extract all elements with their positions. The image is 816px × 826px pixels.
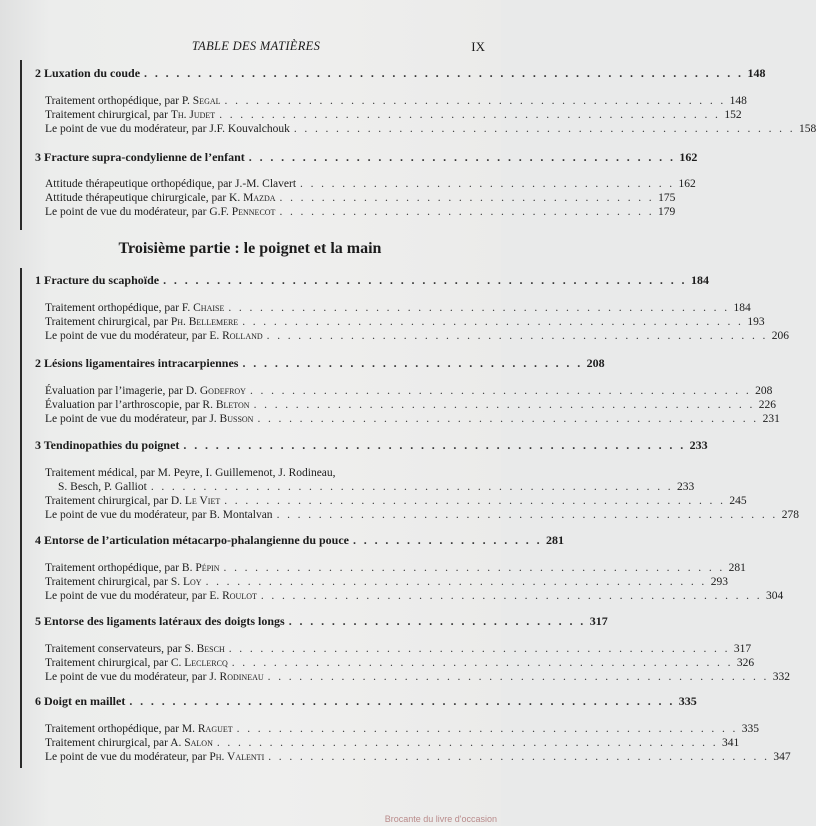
toc-entry: Traitement chirurgical, par Th. Judet . . . . . . . . . . . . . . . . . . . . . . . . . . . . . . . . . . . . . . . . . . . . . . . . 152	[45, 109, 742, 121]
toc-entry: Traitement chirurgical, par A. Salon . . . . . . . . . . . . . . . . . . . . . . . . . . . . . . . . . . . . . . . . . . . . . . . . 341	[45, 737, 740, 749]
toc-entry: Traitement orthopédique, par F. Chaise . . . . . . . . . . . . . . . . . . . . . . . . . . . . . . . . . . . . . . . . . . . . . . . . 184	[45, 302, 751, 314]
running-title: TABLE DES MATIÈRES	[191, 39, 321, 53]
toc-entry: Le point de vue du modérateur, par J. Busson . . . . . . . . . . . . . . . . . . . . . . . . . . . . . . . . . . . . . . . . . . . . . . . . 231	[45, 413, 780, 425]
toc-entry: Le point de vue du modérateur, par G.F. Pennecot . . . . . . . . . . . . . . . . . . . . . . . . . . . . . . . . . . . . 179	[45, 206, 676, 218]
toc-entry: Le point de vue du modérateur, par J. Rodineau . . . . . . . . . . . . . . . . . . . . . . . . . . . . . . . . . . . . . . . . . . . . . . . . 332	[45, 671, 791, 683]
toc-entry: Le point de vue du modérateur, par E. Roulot . . . . . . . . . . . . . . . . . . . . . . . . . . . . . . . . . . . . . . . . . . . . . . . . 304	[45, 590, 784, 602]
toc-entry: Traitement chirurgical, par Ph. Bellemere . . . . . . . . . . . . . . . . . . . . . . . . . . . . . . . . . . . . . . . . . . . . . . . . 193	[45, 316, 765, 328]
chapter-heading: 2 Lésions ligamentaires intracarpiennes . . . . . . . . . . . . . . . . . . . . . . . . . . . . . . . . 208	[35, 356, 605, 370]
toc-entry-continuation: S. Besch, P. Galliot . . . . . . . . . . . . . . . . . . . . . . . . . . . . . . . . . . . . . . . . . . . . . . . . . . 233	[58, 481, 695, 493]
toc-entry: Traitement orthopédique, par M. Raguet . . . . . . . . . . . . . . . . . . . . . . . . . . . . . . . . . . . . . . . . . . . . . . . . 335	[45, 723, 760, 735]
toc-entry: Évaluation par l’arthroscopie, par R. Bleton . . . . . . . . . . . . . . . . . . . . . . . . . . . . . . . . . . . . . . . . . . . . . . . . 226	[45, 399, 776, 411]
chapter-heading: 6 Doigt en maillet . . . . . . . . . . . . . . . . . . . . . . . . . . . . . . . . . . . . . . . . . . . . . . . . . . . 335	[35, 694, 697, 708]
toc-entry: Traitement chirurgical, par C. Leclercq . . . . . . . . . . . . . . . . . . . . . . . . . . . . . . . . . . . . . . . . . . . . . . . . 326	[45, 657, 755, 669]
margin-rule-bottom	[20, 268, 22, 768]
margin-rule-top	[20, 60, 22, 230]
toc-entry: Traitement orthopédique, par B. Pépin . . . . . . . . . . . . . . . . . . . . . . . . . . . . . . . . . . . . . . . . . . . . . . . . 281	[45, 562, 746, 574]
chapter-heading: 3 Fracture supra-condylienne de l’enfant . . . . . . . . . . . . . . . . . . . . . . . . . . . . . . . . . . . . . . . . 162	[35, 150, 698, 164]
chapter-heading: 5 Entorse des ligaments latéraux des doigts longs . . . . . . . . . . . . . . . . . . . . . . . . . . . . 317	[35, 614, 608, 628]
chapter-heading: 2 Luxation du coude . . . . . . . . . . . . . . . . . . . . . . . . . . . . . . . . . . . . . . . . . . . . . . . . . . . . . . . . 148	[35, 66, 766, 80]
toc-entry: Le point de vue du modérateur, par E. Rolland . . . . . . . . . . . . . . . . . . . . . . . . . . . . . . . . . . . . . . . . . . . . . . . . 206	[45, 330, 790, 342]
toc-entry: Traitement orthopédique, par P. Segal . . . . . . . . . . . . . . . . . . . . . . . . . . . . . . . . . . . . . . . . . . . . . . . . 148	[45, 95, 747, 107]
toc-entry: Évaluation par l’imagerie, par D. Godefroy . . . . . . . . . . . . . . . . . . . . . . . . . . . . . . . . . . . . . . . . . . . . . . . . 208	[45, 385, 773, 397]
chapter-heading: 4 Entorse de l’articulation métacarpo-phalangienne du pouce . . . . . . . . . . . . . . . . . . 281	[35, 533, 564, 547]
toc-entry: Attitude thérapeutique chirurgicale, par K. Mazda . . . . . . . . . . . . . . . . . . . . . . . . . . . . . . . . . . . . 175	[45, 192, 676, 204]
toc-entry: Le point de vue du modérateur, par B. Montalvan . . . . . . . . . . . . . . . . . . . . . . . . . . . . . . . . . . . . . . . . . . . . . . . . 278	[45, 509, 799, 521]
toc-entry: Traitement chirurgical, par S. Loy . . . . . . . . . . . . . . . . . . . . . . . . . . . . . . . . . . . . . . . . . . . . . . . . 293	[45, 576, 728, 588]
toc-entry: Traitement chirurgical, par D. Le Viet . . . . . . . . . . . . . . . . . . . . . . . . . . . . . . . . . . . . . . . . . . . . . . . . 245	[45, 495, 747, 507]
watermark: Brocante du livre d'occasion	[384, 814, 497, 824]
toc-entry: Le point de vue du modérateur, par J.F. Kouvalchouk . . . . . . . . . . . . . . . . . . . . . . . . . . . . . . . . . . . . . . . . . . . . . . . . 158	[45, 123, 816, 135]
toc-entry: Le point de vue du modérateur, par Ph. Valenti . . . . . . . . . . . . . . . . . . . . . . . . . . . . . . . . . . . . . . . . . . . . . . . . 347	[45, 751, 791, 763]
toc-entry: Traitement médical, par M. Peyre, I. Guillemenot, J. Rodineau,	[45, 467, 336, 479]
chapter-heading: 3 Tendinopathies du poignet . . . . . . . . . . . . . . . . . . . . . . . . . . . . . . . . . . . . . . . . . . . . . . . 233	[35, 438, 708, 452]
toc-entry: Traitement conservateurs, par S. Besch . . . . . . . . . . . . . . . . . . . . . . . . . . . . . . . . . . . . . . . . . . . . . . . . 317	[45, 643, 752, 655]
chapter-heading: 1 Fracture du scaphoïde . . . . . . . . . . . . . . . . . . . . . . . . . . . . . . . . . . . . . . . . . . . . . . . . . 184	[35, 273, 709, 287]
part-title: Troisième partie : le poignet et la main	[118, 240, 382, 257]
toc-entry: Attitude thérapeutique orthopédique, par J.-M. Clavert . . . . . . . . . . . . . . . . . . . . . . . . . . . . . . . . . . . . 162	[45, 178, 696, 190]
page-number: IX	[471, 39, 485, 54]
